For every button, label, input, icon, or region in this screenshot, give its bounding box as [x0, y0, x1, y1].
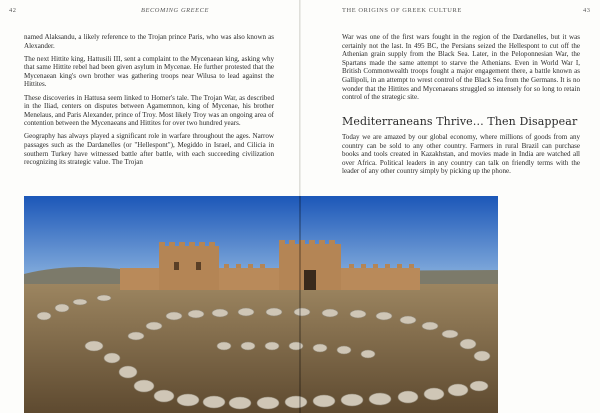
paragraph: These discoveries in Hattusa seem linked to Homer's tale. The Trojan War, as described in the Iliad, centers on disputes between Agamemnon, king of Mycenae, his brother Menelaus, and Paris Alexander, prince of Troy. Most likely Troy was an ongoing area of contention between the Mycenaeans and Hittites for over two hundred years. [24, 93, 274, 128]
paragraph: The next Hittite king, Hattusili III, sent a complaint to the Mycenaean king, asking why that same Hittite rebel had been given asylum in Mycenae. He further protested that the Mycenaean king's own brother was gathering troops near Wilusa to lead against the Hittites. [24, 54, 274, 89]
paragraph: Today we are amazed by our global economy, where millions of goods from any country can be sold to any other country. Farmers in rural Brazil can purchase books and tools created in Kazakhstan, and movies made in India are watched all over Africa. Political leaders in any country can talk on friendly terms with the leader of any other country simply by picking up the phone. [342, 133, 580, 176]
left-running-head: BECOMING GREECE [140, 7, 210, 14]
paragraph: War was one of the first wars fought in the region of the Dardanelles, but it was certainly not the last. In 495 BC, the Persians seized the Hellespont to cut off the Athenian grain supply from the Black Sea. Later, in the Peloponnesian War, the Spartans made the same attempt to starve the Athenians. Even in World War I, British Commonwealth troops fought a major engagement there, a battle known as Gallipoli, in an attempt to wrest control of the Black Sea from the Germans. It is no wonder that the Hittites and Mycenaeans struggled so intensely for so long to retain control of the strategic site. [342, 33, 580, 102]
left-text-column [24, 33, 274, 171]
right-text-column-top [342, 33, 580, 106]
left-page-number: 42 [9, 7, 17, 14]
right-text-column-bottom [342, 133, 580, 180]
right-running-head: THE ORIGINS OF GREEK CULTURE [342, 7, 462, 14]
right-page-number: 43 [583, 7, 591, 14]
hattusa-ruins-photo [24, 196, 498, 413]
paragraph: named Alaksandu, a likely reference to the Trojan prince Paris, who was also known as Alexander. [24, 33, 274, 50]
paragraph: Geography has always played a significant role in warfare throughout the ages. Narrow passages such as the Dardanelles (or "Hellespont"), Megiddo in Israel, and Cilicia in southern Turkey have witnessed battle after battle, with each succeeding civilization recognizing its strategic value. The Trojan [24, 132, 274, 167]
photo-gutter-shadow [299, 196, 301, 413]
section-heading: Mediterraneans Thrive… Then Disappear [342, 115, 578, 128]
